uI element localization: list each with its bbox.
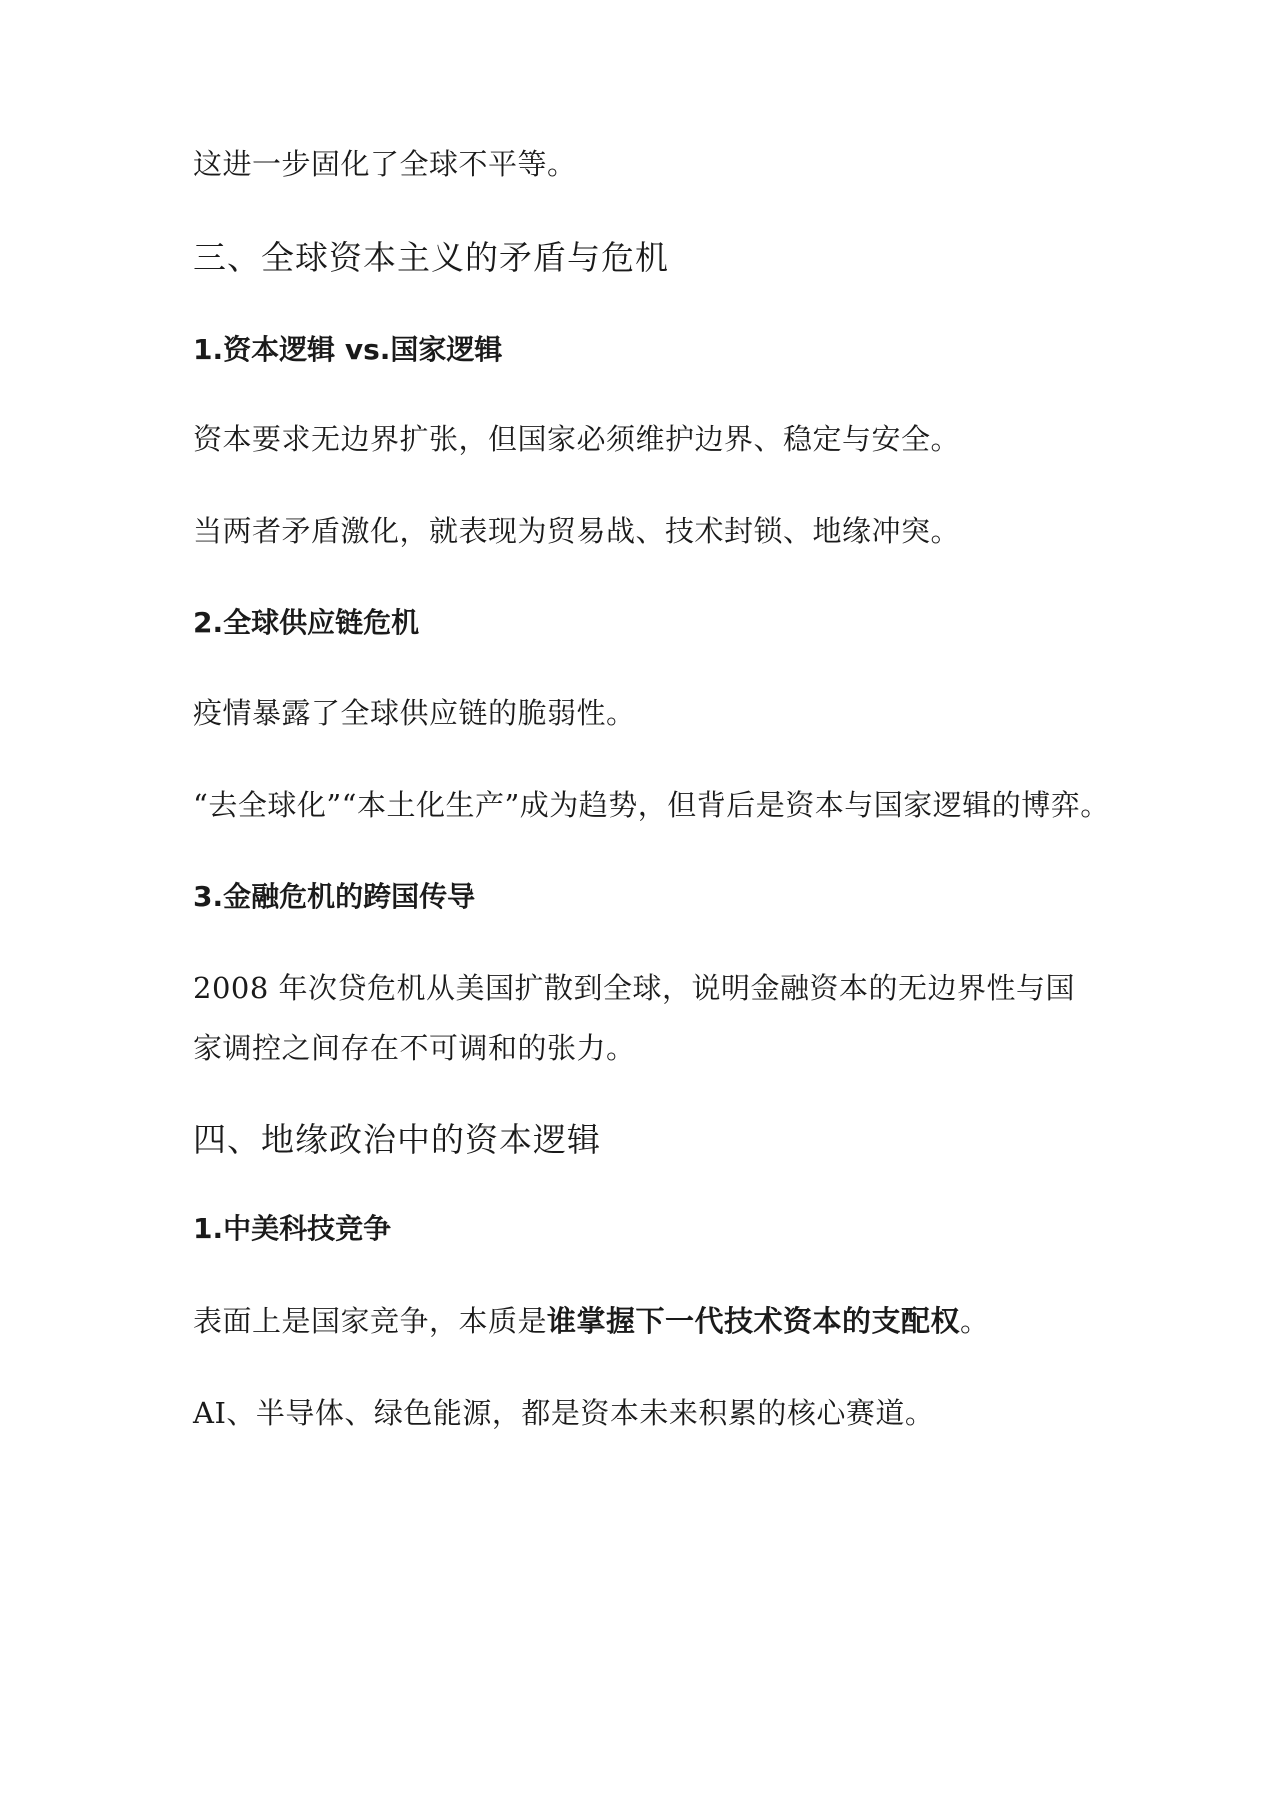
subheading-3-3: 3.金融危机的跨国传导 xyxy=(193,880,476,913)
section-4-heading: 四、地缘政治中的资本逻辑 xyxy=(193,1120,601,1159)
paragraph-4-1-a-text: 表面上是国家竞争，本质是 xyxy=(193,1304,548,1338)
subheading-3-1: 1.资本逻辑 vs.国家逻辑 xyxy=(193,333,503,366)
paragraph-3-3-line-1: 2008 年次贷危机从美国扩散到全球，说明金融资本的无边界性与国 xyxy=(193,971,1076,1005)
paragraph-3-2-b: “去全球化”“本土化生产”成为趋势，但背后是资本与国家逻辑的博弈。 xyxy=(193,788,1110,822)
subheading-4-1: 1.中美科技竞争 xyxy=(193,1212,392,1245)
paragraph-3-1-b: 当两者矛盾激化，就表现为贸易战、技术封锁、地缘冲突。 xyxy=(193,514,961,548)
paragraph-4-1-b: AI、半导体、绿色能源，都是资本未来积累的核心赛道。 xyxy=(193,1396,935,1430)
paragraph-inequality: 这进一步固化了全球不平等。 xyxy=(193,147,577,181)
paragraph-4-1-a-end: 。 xyxy=(960,1304,990,1338)
subheading-3-2: 2.全球供应链危机 xyxy=(193,606,420,639)
paragraph-3-3-line-2: 家调控之间存在不可调和的张力。 xyxy=(193,1031,636,1065)
paragraph-4-1-a-emphasis: 谁掌握下一代技术资本的支配权 xyxy=(547,1304,961,1338)
paragraph-3-2-a: 疫情暴露了全球供应链的脆弱性。 xyxy=(193,696,636,730)
paragraph-3-1-a: 资本要求无边界扩张，但国家必须维护边界、稳定与安全。 xyxy=(193,422,961,456)
paragraph-4-1-a xyxy=(193,1304,990,1338)
section-3-heading: 三、全球资本主义的矛盾与危机 xyxy=(193,238,669,277)
